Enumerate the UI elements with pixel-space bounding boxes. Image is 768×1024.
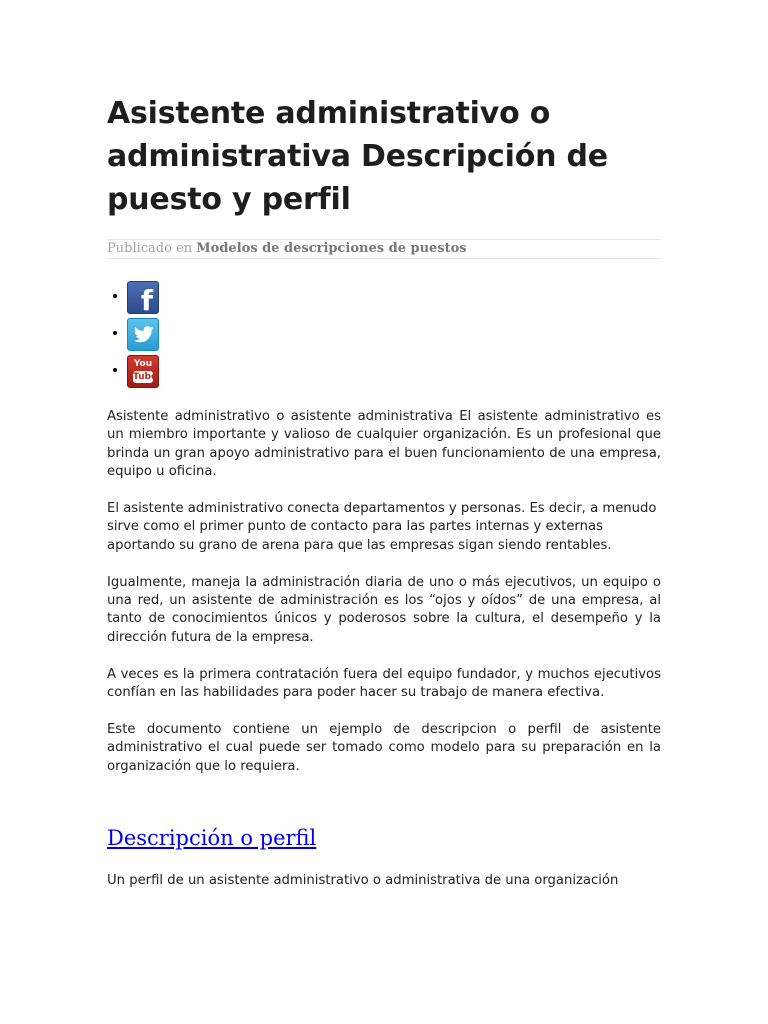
section-heading-link[interactable]: Descripción o perfil	[107, 826, 317, 851]
social-item-twitter	[127, 314, 661, 351]
social-links	[107, 277, 661, 388]
youtube-icon-text-top: • You	[133, 359, 153, 369]
article-body	[107, 408, 661, 776]
social-item-youtube	[127, 351, 661, 388]
page-title: Asistente administrativo o administrativa Descripción de puesto y perfil	[107, 96, 608, 217]
twitter-icon[interactable]	[127, 318, 159, 351]
paragraph-3: Igualmente, maneja la administración diaria de uno o más ejecutivos, un equipo o una red, un asistente de administración es los “ojos y oídos” de una empresa, al tanto de conocimientos únicos y poderosos sobre la cultura, el desempeño y la dirección futura de la empresa.	[107, 574, 661, 645]
paragraph-2: El asistente administrativo conecta departamentos y personas. Es decir, a menudo sirve como el primer punto de contacto para las partes internas y externas aportando su grano de arena para que las empresas sigan siendo rentables.	[107, 501, 657, 553]
facebook-icon[interactable]: • f	[127, 281, 159, 314]
paragraph-4: A veces es la primera contratación fuera del equipo fundador, y muchos ejecutivos confían en las habilidades para poder hacer su trabajo de manera efectiva.	[107, 666, 661, 701]
paragraph-1: Asistente administrativo o asistente administrativa El asistente administrativo es un miembro importante y valioso de cualquier organización. Es un profesional que brinda un gran apoyo administrativo para el buen funcionamiento de una empresa, equipo u oficina.	[107, 409, 661, 480]
paragraph-5: Este documento contiene un ejemplo de descripcion o perfil de asistente administrativo el cual puede ser tomado como modelo para su preparación en la organización que lo requiera.	[107, 721, 661, 774]
section-heading	[107, 824, 661, 852]
meta-prefix: Publicado en	[107, 241, 193, 256]
category-link[interactable]: Modelos de descripciones de puestos	[196, 241, 467, 256]
youtube-icon[interactable]	[127, 355, 159, 388]
section-text: Un perfil de un asistente administrativo o administrativa de una organización	[107, 873, 619, 889]
post-meta	[107, 239, 661, 259]
youtube-icon-text-bottom: Tube	[133, 372, 158, 382]
social-item-facebook	[127, 277, 661, 317]
